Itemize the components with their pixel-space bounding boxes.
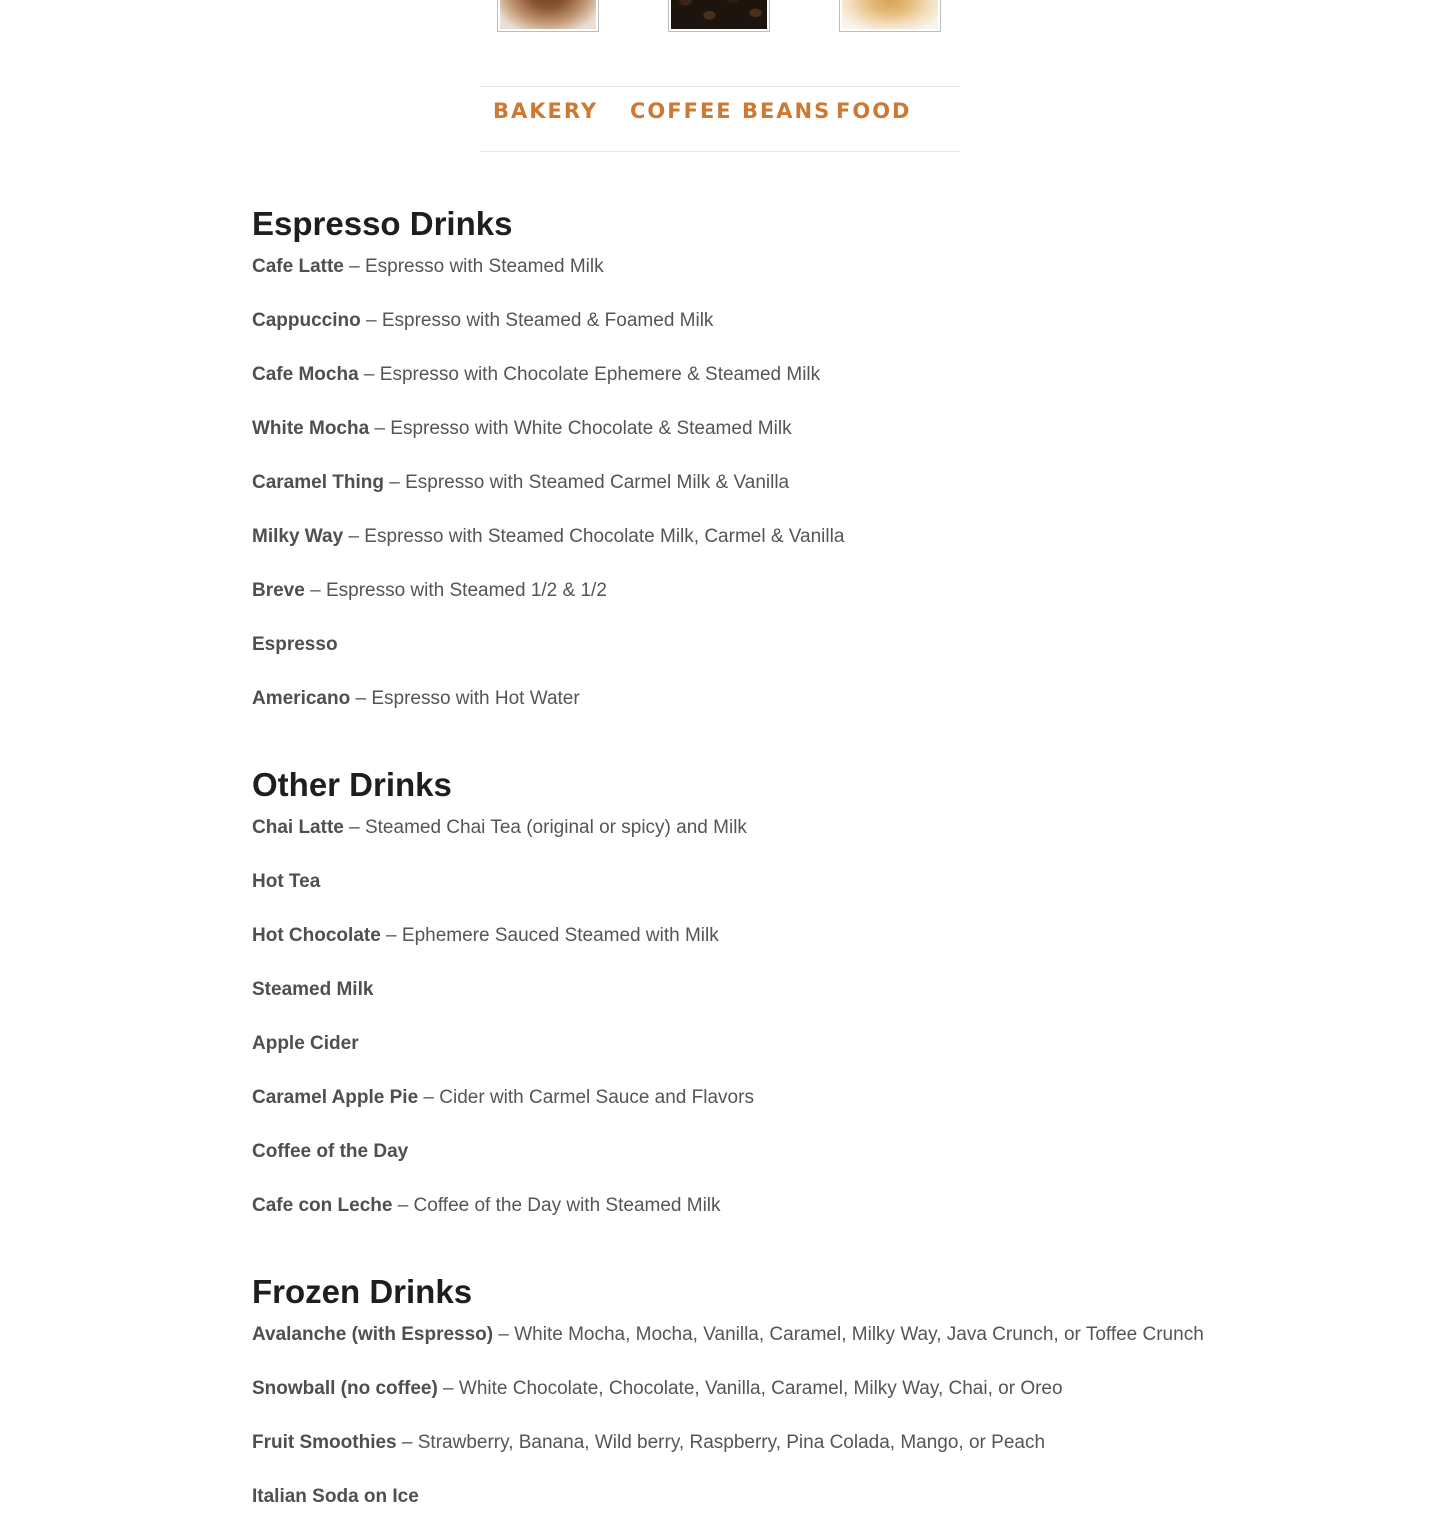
category-thumbnails <box>480 0 960 34</box>
item-description: – Espresso with Steamed Milk <box>343 256 604 277</box>
item-name: Fruit Smoothies <box>252 1432 397 1453</box>
food-photo-icon <box>842 0 938 29</box>
item-name: Caramel Apple Pie <box>252 1087 419 1108</box>
menu-item <box>252 1485 419 1509</box>
item-name: Cappuccino <box>252 310 361 331</box>
item-name: Chai Latte <box>252 817 344 838</box>
item-name: White Mocha <box>252 418 370 439</box>
item-description: – Cider with Carmel Sauce and Flavors <box>418 1087 754 1108</box>
item-name: Italian Soda on Ice <box>252 1486 419 1507</box>
item-name: Cafe Mocha <box>252 364 359 385</box>
menu-item <box>252 309 713 333</box>
menu-item <box>252 471 789 495</box>
item-name: Steamed Milk <box>252 979 374 1000</box>
item-name: Caramel Thing <box>252 472 384 493</box>
section-frozen-drinks <box>252 1272 1212 1507</box>
coffee-beans-photo-icon <box>671 0 767 29</box>
item-description: – Espresso with Steamed 1/2 & 1/2 <box>304 580 607 601</box>
section-espresso-drinks <box>252 204 1212 709</box>
menu-item <box>252 255 604 279</box>
item-description: – Coffee of the Day with Steamed Milk <box>392 1195 721 1216</box>
menu-item <box>252 363 820 387</box>
menu-item <box>252 924 719 948</box>
item-name: Cafe con Leche <box>252 1195 393 1216</box>
menu-item <box>252 1377 1063 1401</box>
menu-item <box>252 1032 359 1056</box>
item-description: – Espresso with Hot Water <box>350 688 580 709</box>
category-link-bakery[interactable]: BAKERY <box>493 99 599 123</box>
menu-item <box>252 579 607 603</box>
section-title: Frozen Drinks <box>252 1273 473 1310</box>
item-name: Espresso <box>252 634 338 655</box>
category-nav <box>480 86 960 152</box>
bakery-thumbnail[interactable] <box>497 0 599 32</box>
menu-item <box>252 1086 754 1110</box>
item-name: Breve <box>252 580 305 601</box>
menu-item <box>252 816 747 840</box>
item-description: – Ephemere Sauced Steamed with Milk <box>380 925 719 946</box>
menu-item <box>252 1431 1045 1455</box>
menu-item <box>252 633 338 657</box>
menu-item <box>252 978 373 1002</box>
item-description: – White Mocha, Mocha, Vanilla, Caramel, Milky Way, Java Crunch, or Toffee Crunch <box>493 1324 1204 1345</box>
menu-item <box>252 870 320 894</box>
menu-item <box>252 417 792 441</box>
menu-item <box>252 1194 721 1218</box>
coffee-beans-thumbnail[interactable] <box>668 0 770 32</box>
item-description: – Strawberry, Banana, Wild berry, Raspberry, Pina Colada, Mango, or Peach <box>396 1432 1046 1453</box>
item-name: Americano <box>252 688 351 709</box>
item-description: – Steamed Chai Tea (original or spicy) and Milk <box>343 817 747 838</box>
item-name: Coffee of the Day <box>252 1141 409 1162</box>
section-title: Espresso Drinks <box>252 205 513 242</box>
category-link-food[interactable]: FOOD <box>836 99 912 123</box>
section-title: Other Drinks <box>252 766 452 803</box>
item-name: Cafe Latte <box>252 256 344 277</box>
item-description: – Espresso with White Chocolate & Steamed Milk <box>369 418 792 439</box>
item-description: – Espresso with Steamed Chocolate Milk, Carmel & Vanilla <box>343 526 845 547</box>
menu-item <box>252 525 844 549</box>
item-description: – Espresso with Chocolate Ephemere & Steamed Milk <box>358 364 821 385</box>
item-name: Hot Tea <box>252 871 321 892</box>
item-name: Hot Chocolate <box>252 925 381 946</box>
item-name: Snowball (no coffee) <box>252 1378 438 1399</box>
item-description: – Espresso with Steamed Carmel Milk & Vanilla <box>383 472 790 493</box>
food-thumbnail[interactable] <box>839 0 941 32</box>
item-name: Milky Way <box>252 526 344 547</box>
menu-item <box>252 1323 1204 1347</box>
bakery-photo-icon <box>500 0 596 29</box>
category-link-coffee-beans[interactable]: COFFEE BEANS <box>630 99 832 123</box>
section-other-drinks <box>252 765 1212 1216</box>
item-description: – White Chocolate, Chocolate, Vanilla, Caramel, Milky Way, Chai, or Oreo <box>437 1378 1063 1399</box>
item-name: Avalanche (with Espresso) <box>252 1324 494 1345</box>
menu-item <box>252 1140 408 1164</box>
item-description: – Espresso with Steamed & Foamed Milk <box>360 310 714 331</box>
menu-item <box>252 687 580 711</box>
item-name: Apple Cider <box>252 1033 359 1054</box>
